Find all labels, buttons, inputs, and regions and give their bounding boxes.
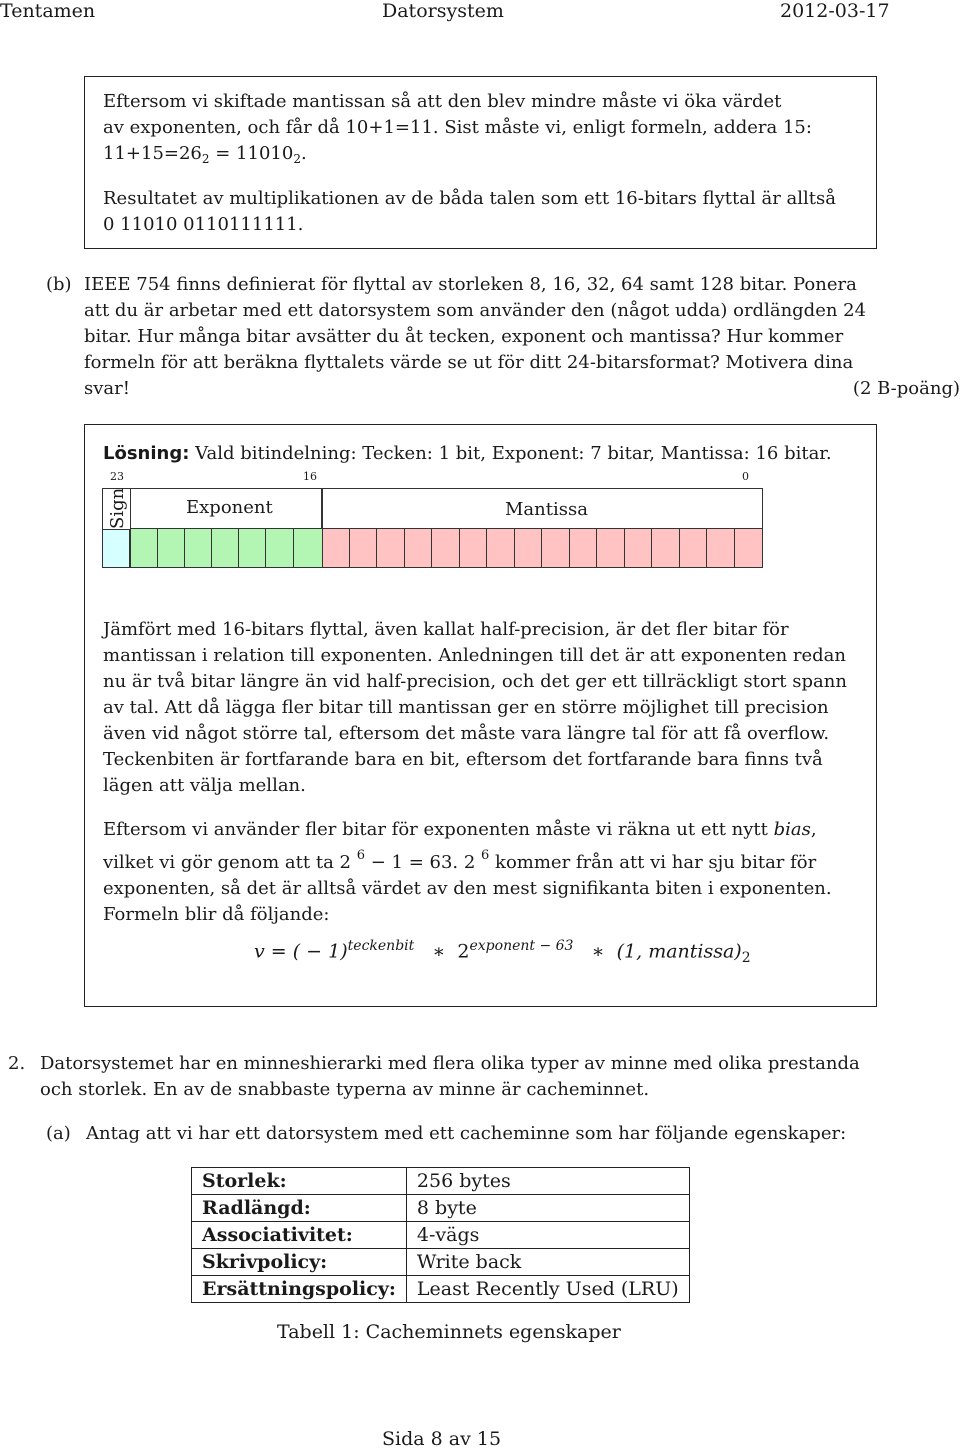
mantissa-bit	[706, 528, 735, 568]
mantissa-bit	[569, 528, 597, 568]
question-2-text: Datorsystemet har en minneshierarki med flera olika typer av minne med olika prestanda och storlek. En av de snabbaste typerna av minne är cacheminnet.	[40, 1053, 860, 1100]
mantissa-bit	[541, 528, 570, 568]
mantissa-bit	[596, 528, 625, 568]
question-b-label: (b)	[46, 274, 72, 295]
question-2a-label: (a)	[46, 1123, 71, 1144]
mantissa-bit	[651, 528, 680, 568]
exponent-label: Exponent	[186, 497, 273, 518]
table-row: Ersättningspolicy: Least Recently Used (LRU)	[192, 1276, 690, 1303]
header-right: 2012-03-17	[780, 0, 890, 22]
exponent-bit	[157, 528, 185, 568]
table-row: Skrivpolicy: Write back	[192, 1249, 690, 1276]
exponent-bit	[265, 528, 294, 568]
page-number: Sida 8 av 15	[382, 1428, 502, 1450]
box1-paragraph-1: Eftersom vi skiftade mantissan så att den blev mindre måste vi öka värdet av exponenten, och får då 10+1=11. Sist måste vi, enligt formeln, addera 15: $11+15=26_2 = 11010_2$.	[103, 91, 812, 166]
box1-paragraph-2: Resultatet av multiplikationen av de båda talen som ett 16-bitars flyttal är alltså 0 11010 0110111111.	[103, 188, 836, 235]
formula: v = ( − 1)$^{teckenbit}$ ∗ $2^{exponent - 63}$ ∗ (1, $mantissa)_2$	[254, 938, 751, 967]
solution-paragraph-2: Eftersom vi använder fler bitar för exponenten måste vi räkna ut ett nytt bias, vilket vi gör genom att ta 2 $^6$ − 1 = 63. 2 $^6$ kommer från att vi har sju bitar för exponenten, så det är alltså värdet av den mest signifikanta biten i exponenten. Formeln blir då följande:	[103, 819, 832, 925]
mantissa-bit	[404, 528, 432, 568]
bit-diagram	[102, 488, 763, 568]
exponent-bit	[238, 528, 266, 568]
question-2-number: 2.	[8, 1053, 26, 1074]
points: (2 B-poäng)	[852, 378, 960, 399]
mantissa-bit	[349, 528, 377, 568]
mantissa-bit	[679, 528, 707, 568]
cache-properties-table	[191, 1167, 690, 1303]
question-b-text: IEEE 754 finns definierat för flyttal av storleken 8, 16, 32, 64 samt 128 bitar. Ponera att du är arbetar med ett datorsystem som använder den (något udda) ordlängden 24 bitar. Hur många bitar avsätter du åt tecken, exponent och mantissa? Hur kommer formeln för att beräkna flyttalets värde se ut för ditt 24-bitarsformat? Motivera dina svar! (2 B-poäng)	[84, 272, 960, 402]
mantissa-header	[322, 488, 763, 529]
mantissa-bit	[431, 528, 460, 568]
mantissa-bit	[322, 528, 350, 568]
mantissa-bit	[514, 528, 542, 568]
exponent-bit	[184, 528, 212, 568]
solution-intro: Lösning: Vald bitindelning: Tecken: 1 bit, Exponent: 7 bitar, Mantissa: 16 bitar.	[103, 443, 832, 464]
solution-paragraph-1: Jämfört med 16-bitars flyttal, även kallat half-precision, är det fler bitar för mantissan i relation till exponenten. Anledningen till det är att exponenten redan nu är två bitar längre än vid half-precision, och det ger ett tillräckligt stort spann av tal. Att då lägga fler bitar till mantissan ger en större möjlighet till precision även vid något större tal, eftersom det måste vara längre tal för att få overflow. Teckenbiten är fortfarande bara en bit, eftersom det fortfarande bara finns två lägen att välja mellan.	[103, 619, 847, 796]
header-left: Tentamen	[0, 0, 96, 22]
exponent-header	[130, 488, 322, 529]
table-row: Associativitet: 4-vägs	[192, 1222, 690, 1249]
table-caption: Tabell 1: Cacheminnets egenskaper	[277, 1321, 621, 1343]
table-row: Storlek: 256 bytes	[192, 1168, 690, 1195]
exponent-bit	[211, 528, 239, 568]
mantissa-bit	[376, 528, 405, 568]
sign-field	[102, 488, 130, 568]
mantissa-bit	[734, 528, 763, 568]
mantissa-bit	[486, 528, 515, 568]
mantissa-bit	[624, 528, 652, 568]
header-center: Datorsystem	[382, 0, 504, 22]
question-2a-text: Antag att vi har ett datorsystem med ett cacheminne som har följande egenskaper:	[86, 1123, 847, 1144]
tick-0: 0	[742, 470, 749, 483]
table-row: Radlängd: 8 byte	[192, 1195, 690, 1222]
exponent-bit	[130, 528, 158, 568]
mantissa-label: Mantissa	[505, 499, 588, 520]
exponent-bit	[293, 528, 323, 568]
tick-16: 16	[303, 470, 317, 483]
mantissa-bit	[459, 528, 487, 568]
sign-label: Sign	[107, 487, 128, 529]
tick-23: 23	[110, 470, 124, 483]
